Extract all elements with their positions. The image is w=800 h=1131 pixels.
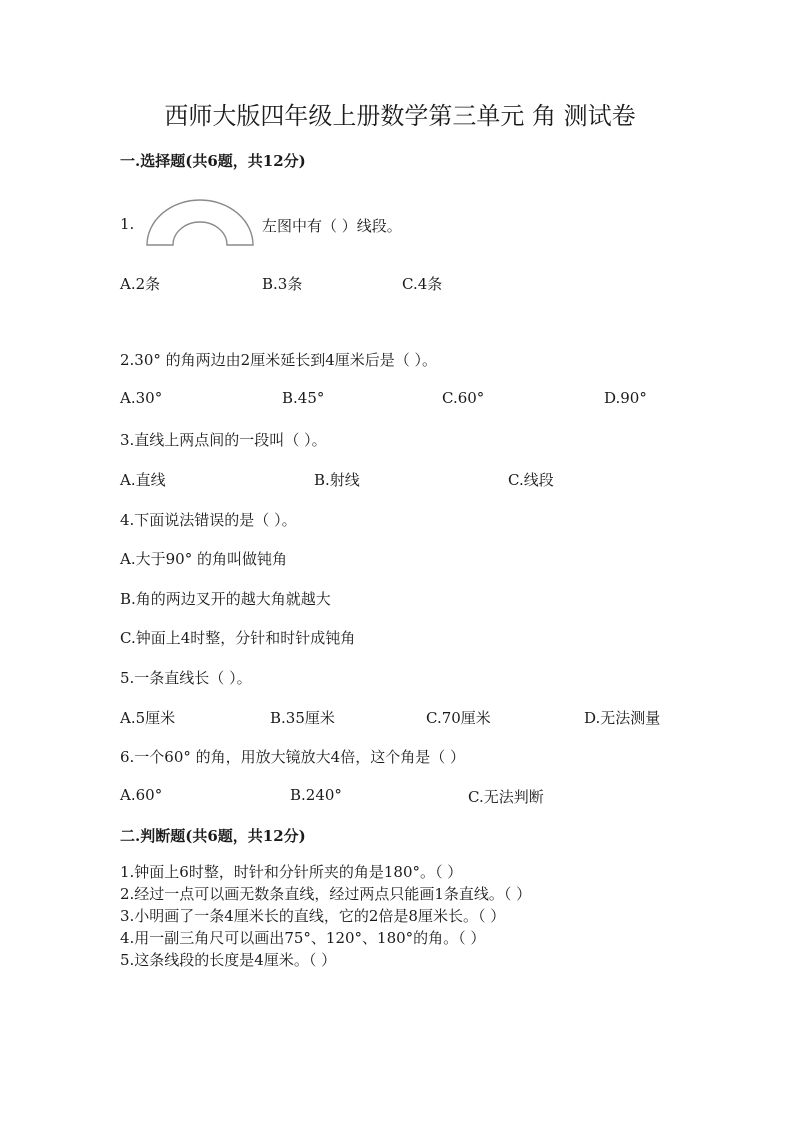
question-3-option-b[interactable]: B.射线	[314, 471, 360, 489]
question-2-option-c[interactable]: C.60°	[442, 389, 485, 407]
true-false-item-5: 5.这条线段的长度是4厘米。（ ）	[120, 951, 337, 969]
question-4-option-c[interactable]: C.钟面上4时整，分针和时针成钝角	[120, 629, 356, 647]
question-6-stem: 6.一个60° 的角，用放大镜放大4倍，这个角是（ ）	[120, 748, 465, 766]
true-false-item-3: 3.小明画了一条4厘米长的直线，它的2倍是8厘米长。（ ）	[120, 907, 506, 925]
question-4-stem: 4.下面说法错误的是（ ）。	[120, 511, 297, 529]
question-4-option-b[interactable]: B.角的两边叉开的越大角就越大	[120, 590, 331, 608]
question-2-option-a[interactable]: A.30°	[120, 389, 163, 407]
question-3-option-a[interactable]: A.直线	[120, 471, 166, 489]
true-false-item-4: 4.用一副三角尺可以画出75°、120°、180°的角。（ ）	[120, 929, 486, 947]
question-3-option-c[interactable]: C.线段	[508, 471, 554, 489]
question-5-option-d[interactable]: D.无法测量	[584, 709, 661, 727]
question-5-option-c[interactable]: C.70厘米	[426, 709, 491, 727]
question-3-stem: 3.直线上两点间的一段叫（ ）。	[120, 431, 327, 449]
question-5-option-a[interactable]: A.5厘米	[120, 709, 176, 727]
question-2-option-b[interactable]: B.45°	[282, 389, 325, 407]
question-6-option-c[interactable]: C.无法判断	[468, 788, 544, 806]
question-5-stem: 5.一条直线长（ ）。	[120, 669, 252, 687]
question-2-option-d[interactable]: D.90°	[604, 389, 647, 407]
question-1-option-c[interactable]: C.4条	[402, 275, 443, 293]
question-4-option-a[interactable]: A.大于90° 的角叫做钝角	[120, 550, 287, 568]
question-1-number: 1.	[120, 215, 135, 233]
question-5-option-b[interactable]: B.35厘米	[270, 709, 335, 727]
question-2-stem: 2.30° 的角两边由2厘米延长到4厘米后是（ ）。	[120, 351, 438, 369]
page-title: 西师大版四年级上册数学第三单元 角 测试卷	[164, 102, 636, 130]
question-1-stem: 左图中有（ ）线段。	[262, 217, 402, 235]
question-6-option-b[interactable]: B.240°	[290, 786, 342, 804]
true-false-item-2: 2.经过一点可以画无数条直线，经过两点只能画1条直线。（ ）	[120, 885, 532, 903]
section-heading-true-false: 二.判断题(共6题，共12分)	[120, 827, 306, 845]
true-false-item-1: 1.钟面上6时整，时针和分针所夹的角是180°。（ ）	[120, 863, 463, 881]
section-heading-choice: 一.选择题(共6题，共12分)	[120, 152, 306, 170]
semicircular-arch-figure-icon	[145, 196, 255, 248]
question-1-option-a[interactable]: A.2条	[120, 275, 161, 293]
question-1-option-b[interactable]: B.3条	[262, 275, 303, 293]
question-6-option-a[interactable]: A.60°	[120, 786, 163, 804]
